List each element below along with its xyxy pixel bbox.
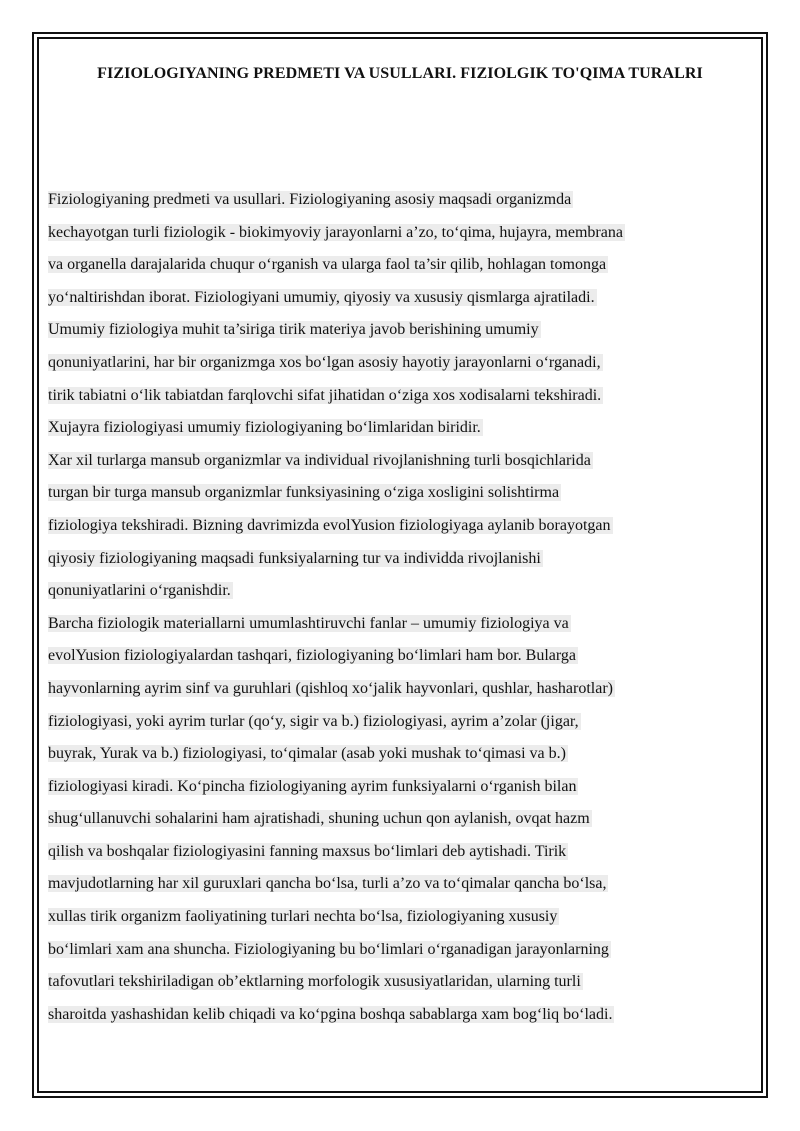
text-line	[48, 706, 748, 739]
text-line-content: Xar xil turlarga mansub organizmlar va individual rivojlanishning turli bosqichlarida	[48, 451, 591, 469]
text-line-content: shug‘ullanuvchi sohalarini ham ajratishadi, shuning uchun qon aylanish, ovqat hazm	[48, 810, 590, 828]
text-line-content: Xujayra fiziologiyasi umumiy fiziologiyaning bo‘limlaridan biridir.	[48, 419, 481, 437]
text-line-content: qonuniyatlarini, har bir organizmga xos bo‘lgan asosiy hayotiy jarayonlarni o‘rganadi,	[48, 353, 601, 371]
text-line	[48, 249, 748, 282]
text-line	[48, 836, 748, 869]
paragraph-2	[48, 445, 748, 608]
text-line-content: bo‘limlari xam ana shuncha. Fiziologiyaning bu bo‘limlari o‘rganadigan jarayonlarning	[48, 940, 609, 958]
text-line-content: fiziologiyasi kiradi. Ko‘pincha fiziologiyaning ayrim funksiyalarni o‘rganish bilan	[48, 777, 577, 795]
text-line	[48, 575, 748, 608]
text-line-content: qilish va boshqalar fiziologiyasini fanning maxsus bo‘limlari deb aytishadi. Tirik	[48, 842, 567, 860]
text-line	[48, 934, 748, 967]
text-line-content: va organella darajalarida chuqur o‘rganish va ularga faol ta’sir qilib, hohlagan tomonga	[48, 256, 607, 274]
text-line	[48, 314, 748, 347]
text-line-content: buyrak, Yurak va b.) fiziologiyasi, to‘qimalar (asab yoki mushak to‘qimasi va b.)	[48, 745, 566, 763]
text-line	[48, 543, 748, 576]
text-line-content: sharoitda yashashidan kelib chiqadi va ko‘pgina boshqa sabablarga xam bog‘liq bo‘ladi.	[48, 1005, 613, 1023]
text-line	[48, 380, 748, 413]
paragraph-1	[48, 184, 748, 445]
text-line-content: xullas tirik organizm faoliyatining turlari nechta bo‘lsa, fiziologiyaning xususiy	[48, 908, 558, 926]
text-line-content: Umumiy fiziologiya muhit ta’siriga tirik materiya javob berishining umumiy	[48, 321, 539, 339]
text-line	[48, 217, 748, 250]
paragraph-3	[48, 608, 748, 1032]
text-line-content: Barcha fiziologik materiallarni umumlashtiruvchi fanlar – umumiy fiziologiya va	[48, 614, 569, 632]
text-line	[48, 966, 748, 999]
text-line	[48, 347, 748, 380]
text-line	[48, 868, 748, 901]
text-line	[48, 282, 748, 315]
text-line-content: qiyosiy fiziologiyaning maqsadi funksiyalarning tur va individda rivojlanishi	[48, 549, 541, 567]
text-line	[48, 477, 748, 510]
text-line	[48, 608, 748, 641]
text-line-content: mavjudotlarning har xil guruxlari qancha bo‘lsa, turli a’zo va to‘qimalar qancha bo‘lsa,	[48, 875, 607, 893]
text-line	[48, 510, 748, 543]
text-line-content: qonuniyatlarini o‘rganishdir.	[48, 582, 231, 600]
text-line	[48, 771, 748, 804]
document-title: FIZIOLOGIYANING PREDMETI VA USULLARI. FIZIOLGIK TO'QIMA TURALRI	[97, 65, 703, 82]
text-line	[48, 640, 748, 673]
document-body	[48, 184, 748, 1031]
text-line	[48, 738, 748, 771]
text-line	[48, 999, 748, 1032]
text-line-content: hayvonlarning ayrim sinf va guruhlari (qishloq xo‘jalik hayvonlari, qushlar, hasharotlar)	[48, 679, 613, 697]
text-line-content: evolYusion fiziologiyalardan tashqari, fiziologiyaning bo‘limlari ham bor. Bularga	[48, 647, 577, 665]
text-line	[48, 412, 748, 445]
text-line	[48, 184, 748, 217]
text-line-content: tirik tabiatni o‘lik tabiatdan farqlovchi sifat jihatidan o‘ziga xos xodisalarni tekshiradi.	[48, 386, 602, 404]
text-line-content: tafovutlari tekshiriladigan ob’ektlarning morfologik xususiyatlaridan, ularning turli	[48, 973, 581, 991]
text-line-content: Fiziologiyaning predmeti va usullari. Fiziologiyaning asosiy maqsadi organizmda	[48, 191, 572, 208]
text-line-content: kechayotgan turli fiziologik - biokimyoviy jarayonlarni a’zo, to‘qima, hujayra, membrana	[48, 223, 623, 241]
text-line	[48, 673, 748, 706]
text-line	[48, 803, 748, 836]
text-line-content: yo‘naltirishdan iborat. Fiziologiyani umumiy, qiyosiy va xususiy qismlarga ajratiladi.	[48, 288, 595, 306]
text-line-content: fiziologiya tekshiradi. Bizning davrimizda evolYusion fiziologiyaga aylanib borayotgan	[48, 516, 611, 534]
text-line	[48, 445, 748, 478]
text-line-content: turgan bir turga mansub organizmlar funksiyasining o‘ziga xosligini solishtirma	[48, 484, 560, 502]
text-line-content: fiziologiyasi, yoki ayrim turlar (qo‘y, sigir va b.) fiziologiyasi, ayrim a’zolar (jigar,	[48, 712, 579, 730]
text-line	[48, 901, 748, 934]
